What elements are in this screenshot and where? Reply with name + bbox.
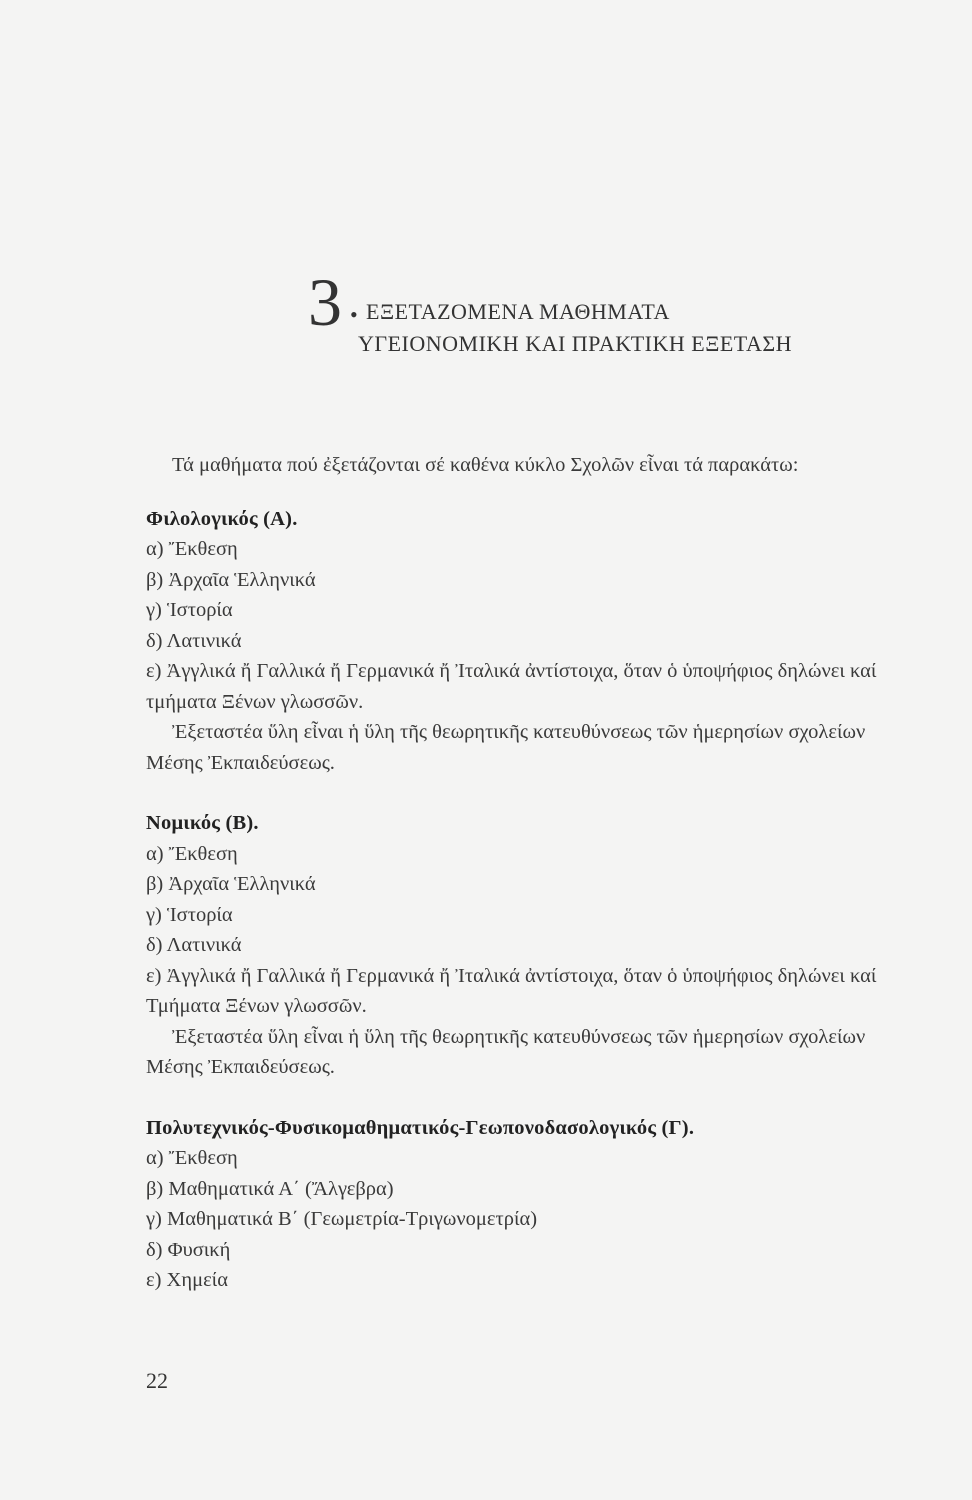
list-item: γ) Μαθηματικά Β΄ (Γεωμετρία-Τριγωνομετρία) — [146, 1208, 538, 1230]
section-title: Πολυτεχνικός-Φυσικομαθηματικός-Γεωπονοδασολογικός (Γ). — [146, 1116, 695, 1139]
section-law — [146, 808, 886, 1083]
list-item: δ) Φυσική — [146, 1238, 231, 1261]
intro-paragraph: Τά μαθήματα πού ἐξετάζονται σέ καθένα κύκλο Σχολῶν εἶναι τά παρακάτω: — [172, 454, 799, 476]
page-number: 22 — [146, 1368, 168, 1393]
chapter-title-line-1: ΕΞΕΤΑΖΟΜΕΝΑ ΜΑΘΗΜΑΤΑ — [366, 299, 670, 324]
list-item: β) Ἀρχαῖα Ἑλληνικά — [146, 568, 316, 591]
list-item: ε) Χημεία — [146, 1269, 228, 1291]
list-item: γ) Ἱστορία — [146, 599, 233, 621]
section-note: Ἐξεταστέα ὕλη εἶναι ἡ ὕλη τῆς θεωρητικῆς κατευθύνσεως τῶν ἡμερησίων σχολείων Μέσης Ἐκπαιδεύσεως. — [146, 1025, 866, 1078]
chapter-title-line-2: ΥΓΕΙΟΝΟΜΙΚΗ ΚΑΙ ΠΡΑΚΤΙΚΗ ΕΞΕΤΑΣΗ — [358, 331, 793, 356]
list-item: δ) Λατινικά — [146, 629, 242, 652]
list-item: α) Ἔκθεση — [146, 842, 238, 865]
chapter-number: 3 — [308, 264, 342, 340]
list-item: δ) Λατινικά — [146, 934, 242, 956]
section-polytechnic — [146, 1113, 886, 1296]
list-item: ε) Ἀγγλικά ἤ Γαλλικά ἤ Γερμανικά ἤ Ἰταλικά ἀντίστοιχα, ὅταν ὁ ὑποψήφιος δηλώνει καί Τμήματα Ξένων γλωσσῶν. — [146, 964, 877, 1017]
list-item: ε) Ἀγγλικά ἤ Γαλλικά ἤ Γερμανικά ἤ Ἰταλικά ἀντίστοιχα, ὅταν ὁ ὑποψήφιος δηλώνει καί τμήματα Ξένων γλωσσῶν. — [146, 660, 877, 713]
bullet-dot-icon: • — [350, 302, 358, 327]
list-item: β) Μαθηματικά Α΄ (Ἄλγεβρα) — [146, 1177, 394, 1200]
section-title: Φιλολογικός (Α). — [146, 507, 298, 530]
list-item: γ) Ἱστορία — [146, 903, 233, 926]
section-title: Νομικός (Β). — [146, 812, 259, 834]
list-item: α) Ἔκθεση — [146, 1147, 238, 1169]
list-item: α) Ἔκθεση — [146, 538, 238, 560]
body-text — [146, 450, 886, 1296]
section-note: Ἐξεταστέα ὕλη εἶναι ἡ ὕλη τῆς θεωρητικῆς κατευθύνσεως τῶν ἡμερησίων σχολείων Μέσης Ἐκπαιδεύσεως. — [146, 721, 866, 774]
section-philological — [146, 504, 886, 779]
list-item: β) Ἀρχαῖα Ἑλληνικά — [146, 873, 316, 895]
